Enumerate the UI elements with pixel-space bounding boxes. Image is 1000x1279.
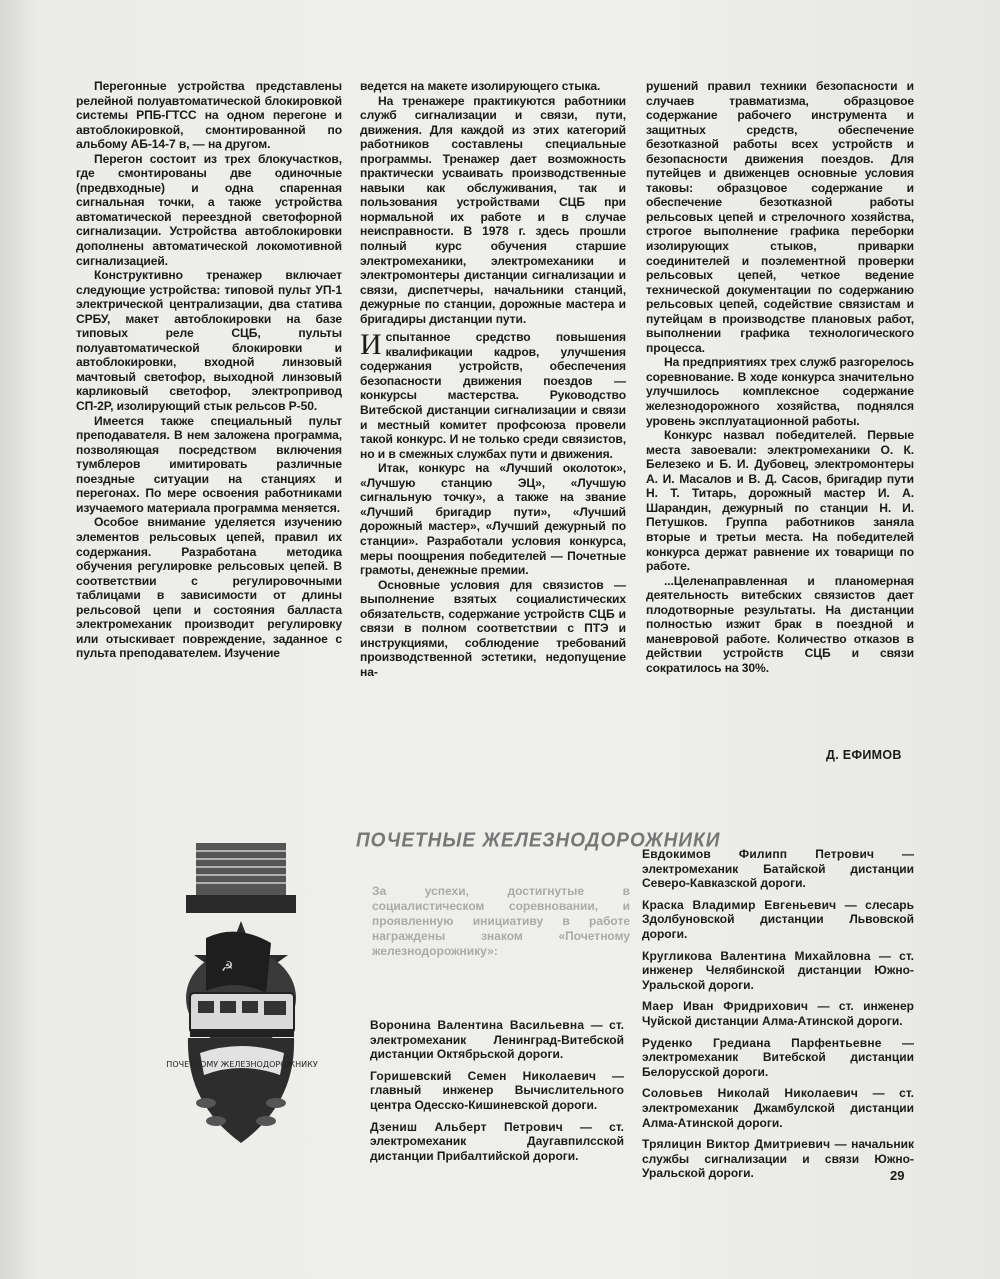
dropcap-text: спытанное средство повышения квалификации кадров, улучшения содержания устройств, обеспечения безопасности движения поездов — конкурсы мастерства. Руководство Витебской дистанции сигнализации и связи и местный комитет профсоюза провели такой конкурс. И не только среди связистов, но и в смежных службах пути и движения. xyxy=(360,330,626,461)
honoree-name: Воронина Валентина Васильевна xyxy=(370,1018,585,1032)
honoree-name: Евдокимов Филипп Петрович xyxy=(642,847,875,861)
article-column-2 xyxy=(360,79,626,679)
honoree-entry: Руденко Гредиана Парфентьевне — электромеханик Витебской дистанции Белорусской дороги. xyxy=(642,1035,915,1079)
paragraph: На тренажере практикуются работники служб сигнализации и связи, пути, движения. Для каждой из этих категорий работников составлены специальные программы. Тренажер дает возможность практически усваивать производственные навыки как обслуживания, так и пользования устройствами СЦБ при нормальной их работе и в случае неисправности. В 1978 г. здесь прошли полный курс обучения старшие электромеханики, электромеханики и электромонтеры дистанции сигнализации и связи, диспетчеры, начальники станций, дежурные по станции, дорожные мастера и бригадиры дистанции пути. xyxy=(360,93,626,326)
honoree-entry: Евдокимов Филипп Петрович — электромеханик Батайской дистанции Северо-Кавказской дороги. xyxy=(642,847,914,891)
honoree-description: ст. электромеханик Ленинград-Витебской дистанции Октябрьской дороги. xyxy=(370,1018,625,1062)
honorees-list-left xyxy=(370,1018,624,1170)
paragraph: Конструктивно тренажер включает следующие устройства: типовой пульт УП-1 электрической централизации, два статива СРБУ, макет автоблокировки на базе типовых реле СЦБ, пульты полуавтоматической блокировки и автоблокировки, входной линзовый мачтовый светофор, выходной линзовый карликовый светофор, электропривод СП-2Р, изолирующий стык рельсов Р-50. xyxy=(76,268,342,414)
honoree-name: Соловьев Николай Николаевич xyxy=(642,1086,859,1101)
honoree-entry: Дзениш Альберт Петрович — ст. электромеханик Даугавпилсской дистанции Прибалтийской дороги. xyxy=(370,1119,624,1163)
paragraph: ...Целенаправленная и планомерная деятельность витебских связистов дает плодотворные результаты. На дистанции полностью изжит брак в поездной и маневровой работе. Количество отказов в действии устройств СЦБ и связи сократилось на 30%. xyxy=(646,573,914,675)
paragraph: На предприятиях трех служб разгорелось соревнование. В ходе конкурса значительно улучшилось комплексное содержание железнодорожного хозяйства, поднялся уровень эксплуатационной работы. xyxy=(646,355,914,428)
honoree-entry: Горишевский Семен Николаевич — главный инженер Вычислительного центра Одесско-Кишиневской дороги. xyxy=(370,1068,624,1112)
article-column-1 xyxy=(76,79,342,661)
honoree-entry: Трялицин Виктор Дмитриевич — начальник службы сигнализации и связи Южно-Уральской дороги. xyxy=(642,1137,914,1181)
article-signature: Д. ЕФИМОВ xyxy=(826,748,902,762)
honoree-description: ст. электромеханик Даугавпилсской дистанции Прибалтийской дороги. xyxy=(370,1119,624,1163)
honoree-entry: Воронина Валентина Васильевна — ст. электромеханик Ленинград-Витебской дистанции Октябрьской дороги. xyxy=(370,1018,625,1062)
honoree-description: ст. инженер Чуйской дистанции Алма-Атинской дороги. xyxy=(642,999,915,1028)
honoree-entry: Краска Владимир Евгеньевич — слесарь Здолбуновской дистанции Львовской дороги. xyxy=(642,897,914,941)
honoree-entry: Соловьев Николай Николаевич — ст. электромеханик Джамбулской дистанции Алма-Атинской дороги. xyxy=(642,1086,914,1130)
honoree-description: ст. инженер Челябинской дистанции Южно-Уральской дороги. xyxy=(642,948,915,992)
section-intro: За успехи, достигнутые в социалистическом соревновании, и проявленную инициативу в работе награждены знаком «Почетному железнодорожнику»: xyxy=(372,884,630,958)
honoree-entry: Кругликова Валентина Михайловна — ст. инженер Челябинской дистанции Южно-Уральской дороги. xyxy=(642,948,915,992)
honorees-list-right xyxy=(642,847,914,1188)
paragraph: Перегон состоит из трех блокучастков, где смонтированы две одиночные (предвходные) и одна спаренная сигнальная точки, а также устройства автоматической переездной светофорной сигнализации. Устройства автоблокировки дополнены автоматической локомотивной сигнализацией. xyxy=(76,151,342,268)
paragraph: рушений правил техники безопасности и случаев травматизма, образцовое содержание рабочего инструмента и защитных средств, обеспечение безотказной работы всех устройств и безопасности движения поездов. Для путейцев и движенцев основные условия таковы: образцовое содержание и обеспечение безотказной работы рельсовых цепей и стрелочного хозяйства, строгое выполнение графика переборки изолирующих стыков, приварки соединителей и поэлементной проверки рельсовых цепей, четкое ведение технической документации по содержанию рельсовых цепей, содействие связистам и путейцам в производстве плановых работ, выполнении графика технологического процесса. xyxy=(646,79,914,355)
dropcap-letter: И xyxy=(360,328,382,362)
paragraph: Конкурс назвал победителей. Первые места завоевали: электромеханики О. К. Белезеко и Б. И. Дубовец, электромонтеры А. И. Масалов и В. Д. Сасов, бригадир пути Н. Т. Титарь, дорожный мастер И. А. Шарандин, дежурный по станции Н. И. Петушков. Группа работников заняла вторые и третьи места. На победителей конкурса держат равнение их товарищи по работе. xyxy=(646,428,914,574)
honoree-description: электромеханик Батайской дистанции Северо-Кавказской дороги. xyxy=(642,861,914,891)
page-number: 29 xyxy=(890,1168,905,1183)
honorary-railwayman-badge-icon xyxy=(166,843,318,1183)
section-title: ПОЧЕТНЫЕ ЖЕЛЕЗНОДОРОЖНИКИ xyxy=(356,829,721,852)
paragraph: Основные условия для связистов — выполнение взятых социалистических обязательств, содержание устройств СЦБ и связи в полном соответствии с ПТЭ и инструкциями, соблюдение требований производственной эстетики, недопущение на- xyxy=(360,577,626,679)
paragraph: Перегонные устройства представлены релейной полуавтоматической блокировкой системы РПБ-ГТСС на одном перегоне и автоблокировкой, смонтированной по альбому АБ-14-7 в, — на другом. xyxy=(76,79,342,152)
honoree-entry: Маер Иван Фридрихович — ст. инженер Чуйской дистанции Алма-Атинской дороги. xyxy=(642,999,915,1028)
honoree-name: Краска Владимир Евгеньевич xyxy=(642,897,837,912)
honoree-description: главный инженер Вычислительного центра Одесско-Кишиневской дороги. xyxy=(370,1083,624,1112)
honoree-description: электромеханик Витебской дистанции Белорусской дороги. xyxy=(642,1050,914,1079)
honoree-description: начальник службы сигнализации и связи Южно-Уральской дороги. xyxy=(642,1137,914,1181)
honoree-name: Руденко Гредиана Парфентьевне xyxy=(642,1035,882,1050)
honoree-name: Горишевский Семен Николаевич xyxy=(370,1068,597,1083)
honoree-name: Трялицин Виктор Дмитриевич xyxy=(642,1137,831,1152)
medal-inscription: ПОЧЕТНОМУ ЖЕЛЕЗНОДОРОЖНИКУ xyxy=(166,1060,318,1069)
paragraph: Имеется также специальный пульт преподавателя. В нем заложена программа, позволяющая посредством включения тумблеров имитировать различные поездные ситуации на станциях и перегонах. По мере освоения работниками изучаемого материала программа меняется. xyxy=(76,413,342,515)
dropcap-paragraph xyxy=(360,330,626,461)
paragraph: ведется на макете изолирующего стыка. xyxy=(360,79,601,93)
honoree-name: Дзениш Альберт Петрович xyxy=(370,1119,563,1134)
honoree-name: Кругликова Валентина Михайловна xyxy=(642,948,871,963)
honoree-description: слесарь Здолбуновской дистанции Львовской дороги. xyxy=(642,897,914,941)
honoree-name: Маер Иван Фридрихович xyxy=(642,999,809,1014)
paragraph: Итак, конкурс на «Лучший околоток», «Лучшую станцию ЭЦ», «Лучшую сигнальную точку», а также на звание «Лучший бригадир пути», «Лучший дорожный мастер», «Лучший дежурный по станции». Разработали условия конкурса, меры поощрения победителей — Почетные грамоты, денежные премии. xyxy=(360,461,626,578)
honoree-description: ст. электромеханик Джамбулской дистанции Алма-Атинской дороги. xyxy=(642,1086,914,1130)
paragraph: Особое внимание уделяется изучению элементов рельсовых цепей, правил их содержания. Разработана методика обучения регулировке рельсовых цепей. В соответствии с регулировочными таблицами в зависимости от длины рельсовой цепи и состояния балласта электромеханик производит регулировку или отыскивает повреждение, заданное с пульта преподавателем. Изучение xyxy=(76,515,342,661)
svg-text:☭: ☭ xyxy=(221,959,234,975)
article-column-3 xyxy=(646,79,914,675)
